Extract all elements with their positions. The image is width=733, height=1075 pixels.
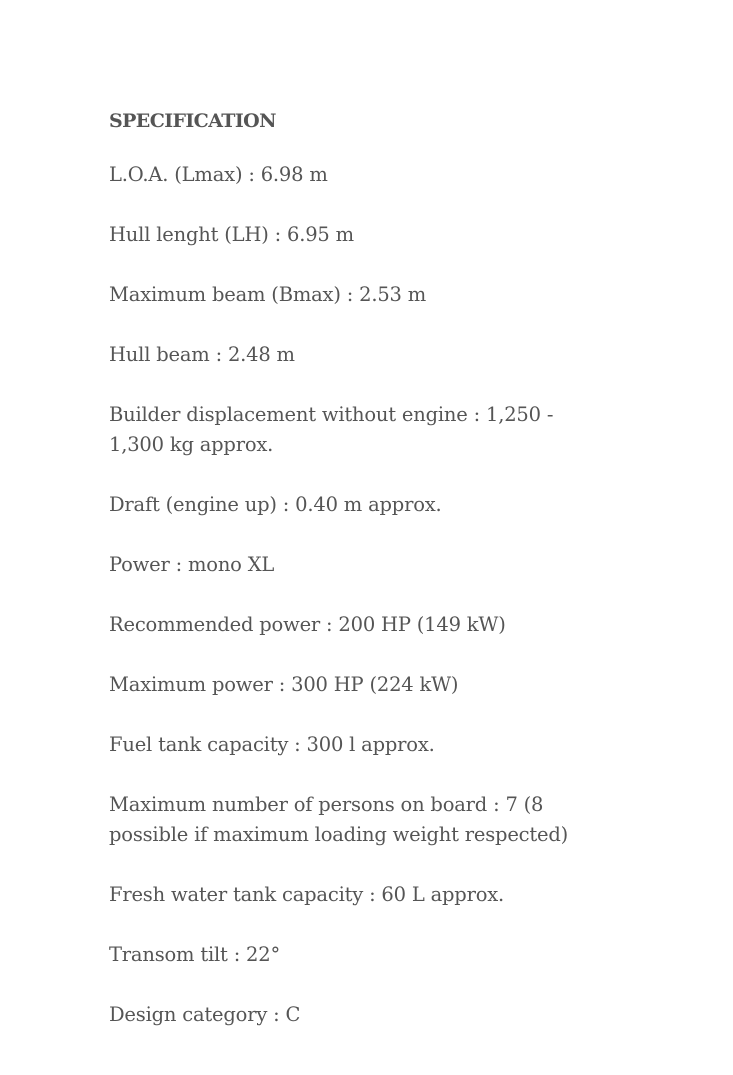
spec-fuel-tank-capacity: Fuel tank capacity : 300 l approx.	[109, 733, 435, 756]
spec-hull-length: Hull lenght (LH) : 6.95 m	[109, 223, 354, 246]
spec-loa: L.O.A. (Lmax) : 6.98 m	[109, 163, 328, 186]
spec-draft: Draft (engine up) : 0.40 m approx.	[109, 493, 442, 516]
spec-maximum-beam: Maximum beam (Bmax) : 2.53 m	[109, 283, 427, 306]
spec-design-category: Design category : C	[109, 1003, 301, 1026]
spec-maximum-persons: Maximum number of persons on board : 7 (8 possible if maximum loading weight respected)	[109, 793, 569, 846]
spec-builder-displacement: Builder displacement without engine : 1,250 - 1,300 kg approx.	[109, 403, 554, 456]
spec-transom-tilt: Transom tilt : 22°	[109, 943, 281, 966]
specification-section	[109, 108, 609, 1060]
spec-power: Power : mono XL	[109, 553, 275, 576]
specification-heading: SPECIFICATION	[109, 110, 276, 132]
spec-fresh-water-tank: Fresh water tank capacity : 60 L approx.	[109, 883, 505, 906]
spec-maximum-power: Maximum power : 300 HP (224 kW)	[109, 673, 459, 696]
spec-recommended-power: Recommended power : 200 HP (149 kW)	[109, 613, 506, 636]
spec-hull-beam: Hull beam : 2.48 m	[109, 343, 295, 366]
